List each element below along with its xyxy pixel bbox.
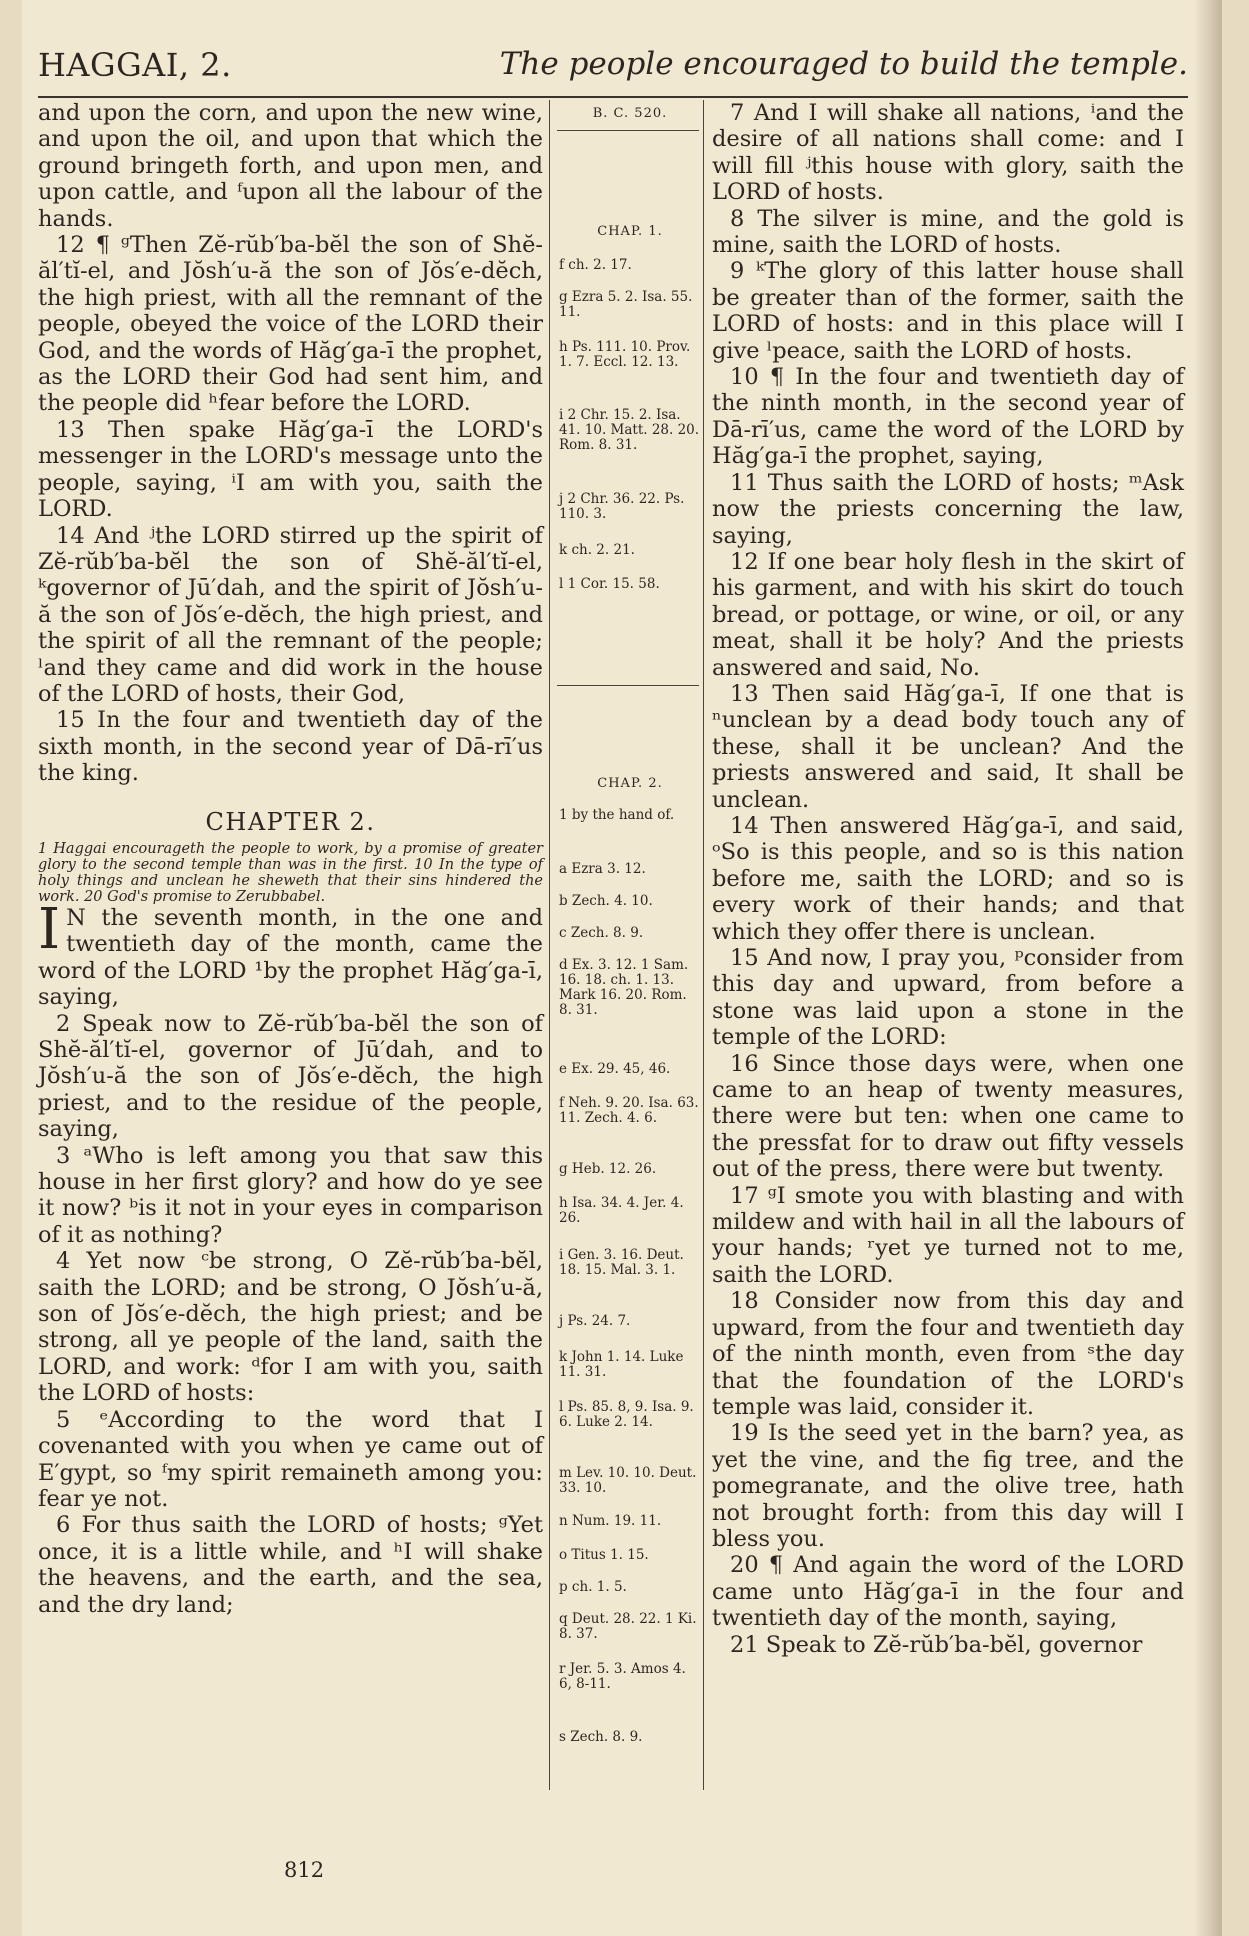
margin-ref: l 1 Cor. 15. 58.: [559, 576, 660, 592]
verse-2-9: 9 ᵏThe glory of this latter house shall be greater than of the former, saith the LORD of hosts: and in this place will I give ˡpeace, saith the LORD of hosts.: [712, 258, 1184, 364]
page-number: 812: [284, 1858, 325, 1882]
verse-1-15: 15 In the four and twentieth day of the sixth month, in the second year of Dā-rī′us the king.: [38, 707, 543, 787]
margin-ref: c Zech. 8. 9.: [559, 925, 644, 941]
margin-ref: m Lev. 10. 10. Deut. 33. 10.: [559, 1465, 697, 1496]
margin-ref: i 2 Chr. 15. 2. Isa. 41. 10. Matt. 28. 20. Rom. 8. 31.: [559, 407, 700, 453]
column-rule-left: [549, 100, 550, 1790]
margin-date: B. C. 520.: [592, 106, 668, 121]
margin-ref: p ch. 1. 5.: [559, 1579, 627, 1595]
right-text-column: [712, 100, 1184, 1658]
verse-2-8: 8 The silver is mine, and the gold is mine, saith the LORD of hosts.: [712, 205, 1184, 259]
verse-2-17: 17 ᵍI smote you with blasting and with mildew and with hail in all the labours of your hands; ʳyet ye turned not to me, saith the LORD.: [712, 1182, 1184, 1288]
verse-1-14: 14 And ʲthe LORD stirred up the spirit of Zĕ-rŭb′ba-bĕl the son of Shĕ-ăl′tĭ-el, ᵏgovernor of Jū′dah, and the spirit of Jŏsh′u-ă the son of Jŏs′e-dĕch, the high priest, and the spirit of all the remnant of the people; ˡand they came and did work in the house of the LORD of hosts, their God,: [38, 522, 543, 707]
margin-ref: b Zech. 4. 10.: [559, 893, 653, 909]
margin-ref: j 2 Chr. 36. 22. Ps. 110. 3.: [559, 491, 685, 522]
verse-1-13: 13 Then spake Hăg′ga-ī the LORD's messenger in the LORD's message unto the people, saying, ⁱI am with you, saith the LORD.: [38, 416, 543, 523]
verse-2-6: 6 For thus saith the LORD of hosts; ᵍYet once, it is a little while, and ʰI will shake the heavens, and the earth, and the sea, and the dry land;: [38, 1512, 543, 1618]
left-text-column: [38, 100, 543, 1618]
margin-ref: i Gen. 3. 16. Deut. 18. 15. Mal. 3. 1.: [559, 1247, 684, 1278]
page-edge-shadow: [1194, 0, 1222, 1936]
verse-continuation: and upon the corn, and upon the new wine, and upon the oil, and upon that which the ground bringeth forth, and upon men, and upon cattle, and ᶠupon all the labour of the hands.: [38, 100, 543, 232]
verse-2-3: 3 ᵃWho is left among you that saw this house in her first glory? and how do ye see it now? ᵇis it not in your eyes in comparison of it as nothing?: [38, 1142, 543, 1248]
margin-ref: n Num. 19. 11.: [559, 1513, 662, 1529]
margin-ref: g Ezra 5. 2. Isa. 55. 11.: [559, 289, 693, 320]
book-heading: HAGGAI, 2.: [38, 46, 232, 84]
margin-ref: 1 by the hand of.: [559, 807, 675, 823]
margin-ref: s Zech. 8. 9.: [559, 1729, 643, 1745]
margin-ref: f ch. 2. 17.: [559, 257, 632, 273]
running-title: The people encouraged to build the temple.: [499, 46, 1188, 82]
verse-2-12: 12 If one bear holy flesh in the skirt of his garment, and with his skirt do touch bread, or pottage, or wine, or oil, or any meat, shall it be holy? And the priests answered and said, No.: [712, 548, 1184, 681]
verse-1-12: 12 ¶ ᵍThen Zĕ-rŭb′ba-bĕl the son of Shĕ-ăl′tĭ-el, and Jŏsh′u-ă the son of Jŏs′e-dĕch, the high priest, with all the remnant of the people, obeyed the voice of the LORD their God, and the words of Hăg′ga-ī the prophet, as the LORD their God had sent him, and the people did ʰfear before the LORD.: [38, 232, 543, 417]
verse-2-5: 5 ᵉAccording to the word that I covenanted with you when ye came out of E′gypt, so ᶠmy spirit remaineth among you: fear ye not.: [38, 1406, 543, 1512]
margin-ref: o Titus 1. 15.: [559, 1547, 649, 1563]
verse-2-11: 11 Thus saith the LORD of hosts; ᵐAsk now the priests concerning the law, saying,: [712, 469, 1184, 549]
margin-ref: d Ex. 3. 12. 1 Sam. 16. 18. ch. 1. 13. Mark 16. 20. Rom. 8. 31.: [559, 957, 689, 1018]
margin-chap1-heading: CHAP. 1.: [597, 224, 663, 239]
verse-2-18: 18 Consider now from this day and upward, from the four and twentieth day of the ninth month, even from ˢthe day that the foundation of the LORD's temple was laid, consider it.: [712, 1288, 1184, 1420]
margin-ref: k ch. 2. 21.: [559, 542, 635, 558]
verse-2-1-text: N the seventh month, in the one and twentieth day of the month, came the word of the LORD ¹by the prophet Hăg′ga-ī, saying,: [38, 904, 543, 1011]
chapter-title: CHAPTER 2.: [205, 807, 376, 836]
margin-ref: j Ps. 24. 7.: [559, 1313, 631, 1329]
margin-ref: l Ps. 85. 8, 9. Isa. 9. 6. Luke 2. 14.: [559, 1399, 694, 1430]
bible-page: [22, 0, 1222, 1936]
margin-ref: f Neh. 9. 20. Isa. 63. 11. Zech. 4. 6.: [559, 1095, 699, 1126]
verse-2-15: 15 And now, I pray you, ᵖconsider from this day and upward, from before a stone was laid upon a stone in the temple of the LORD:: [712, 945, 1184, 1051]
margin-rule: [557, 130, 699, 131]
margin-ref: h Isa. 34. 4. Jer. 4. 26.: [559, 1195, 684, 1226]
margin-ref: k John 1. 14. Luke 11. 31.: [559, 1349, 684, 1380]
verse-2-10: 10 ¶ In the four and twentieth day of the ninth month, in the second year of Dā-rī′us, came the word of the LORD by Hăg′ga-ī the prophet, saying,: [712, 364, 1184, 470]
margin-ref: g Heb. 12. 26.: [559, 1161, 657, 1177]
margin-chap2-heading: CHAP. 2.: [597, 776, 663, 791]
margin-ref: q Deut. 28. 22. 1 Ki. 8. 37.: [559, 1611, 697, 1642]
drop-cap: I: [38, 896, 61, 962]
verse-2-21: 21 Speak to Zĕ-rŭb′ba-bĕl, governor: [730, 1631, 1143, 1658]
margin-ref: a Ezra 3. 12.: [559, 861, 646, 877]
margin-ref: h Ps. 111. 10. Prov. 1. 7. Eccl. 12. 13.: [559, 339, 691, 370]
verse-2-13: 13 Then said Hăg′ga-ī, If one that is ⁿunclean by a dead body touch any of these, shall it be unclean? And the priests answered and said, It shall be unclean.: [712, 680, 1184, 813]
margin-rule: [557, 685, 699, 686]
page-header: [38, 40, 1188, 98]
verse-2-19: 19 Is the seed yet in the barn? yea, as yet the vine, and the fig tree, and the pomegranate, and the olive tree, hath not brought forth: from this day will I bless you.: [712, 1420, 1184, 1552]
chapter-summary: 1 Haggai encourageth the people to work, by a promise of greater glory to the second temple than was in the first. 10 In the type of holy things and unclean he sheweth that their sins hindered the work. 20 God's promise to Zerubbabel.: [38, 840, 543, 905]
verse-2-7: 7 And I will shake all nations, ⁱand the desire of all nations shall come: and I will fill ʲthis house with glory, saith the LORD of hosts.: [712, 100, 1184, 206]
margin-ref: r Jer. 5. 3. Amos 4. 6, 8-11.: [559, 1661, 686, 1692]
verse-2-4: 4 Yet now ᶜbe strong, O Zĕ-rŭb′ba-bĕl, saith the LORD; and be strong, O Jŏsh′u-ă, son of Jŏs′e-dĕch, the high priest; and be strong, all ye people of the land, saith the LORD, and work: ᵈfor I am with you, saith the LORD of hosts:: [38, 1248, 543, 1407]
margin-ref: e Ex. 29. 45, 46.: [559, 1061, 671, 1077]
verse-2-2: 2 Speak now to Zĕ-rŭb′ba-bĕl the son of Shĕ-ăl′tĭ-el, governor of Jū′dah, and to Jŏsh′u-ă the son of Jŏs′e-dĕch, the high priest, and to the residue of the people, saying,: [38, 1010, 543, 1143]
column-rule-right: [703, 100, 704, 1790]
verse-2-16: 16 Since those days were, when one came to an heap of twenty measures, there were but ten: when one came to the pressfat for to draw out fifty vessels out of the press, there were but twenty.: [712, 1050, 1184, 1183]
verse-2-14: 14 Then answered Hăg′ga-ī, and said, ᵒSo is this people, and so is this nation before me, saith the LORD; and so is every work of their hands; and that which they offer there is unclean.: [712, 812, 1184, 945]
verse-2-1: [38, 896, 543, 1011]
verse-2-20: 20 ¶ And again the word of the LORD came unto Hăg′ga-ī in the four and twentieth day of the month, saying,: [712, 1552, 1184, 1632]
